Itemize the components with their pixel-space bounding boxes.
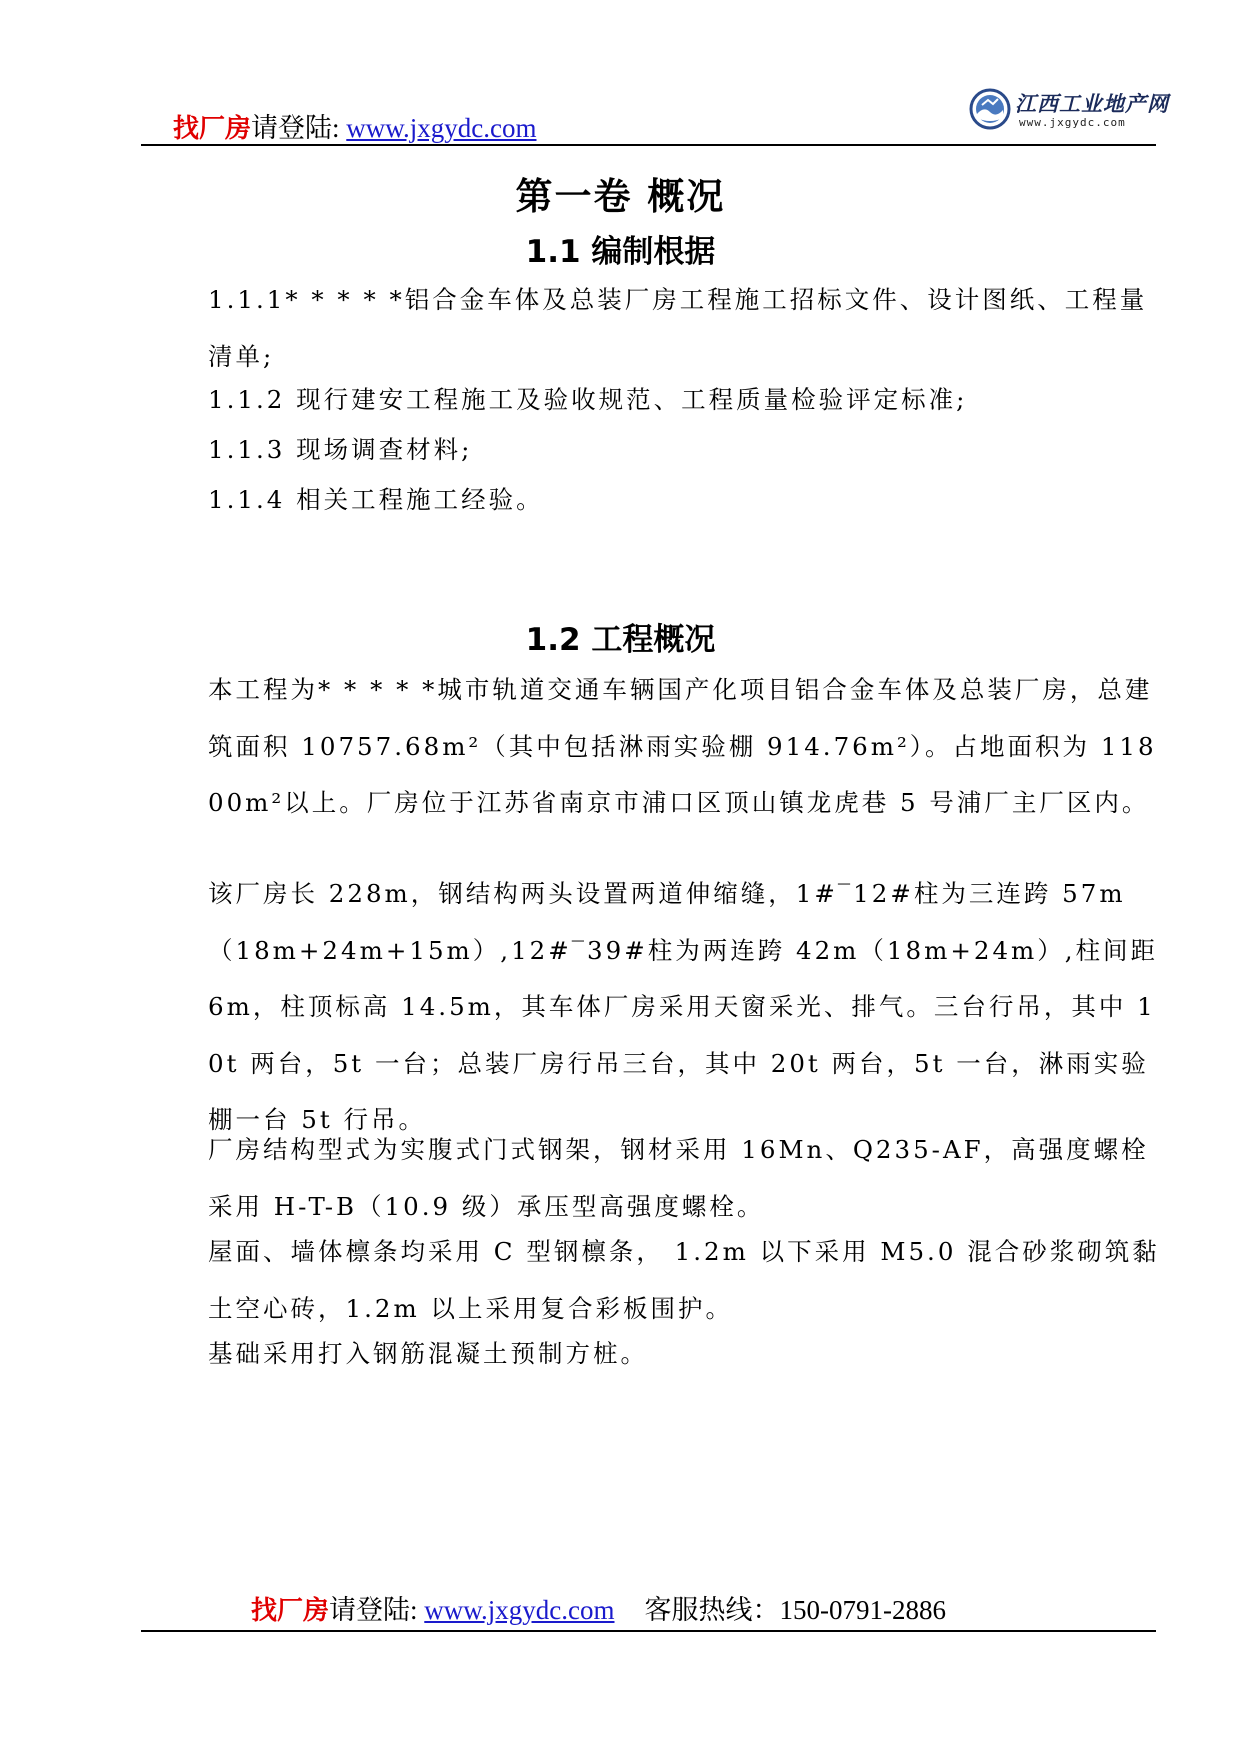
volume-title: 第一卷 概况 — [515, 175, 726, 218]
section-1-1-item: 1.1.3 现场调查材料; — [208, 435, 473, 464]
page-footer — [141, 1574, 1156, 1634]
section-1-2-paragraph: 本工程为* * * * *城市轨道交通车辆国产化项目铝合金车体及总装厂房，总建筑面积 10757.68m²（其中包括淋雨实验棚 914.76m²）。占地面积为 11800m²以上。厂房位于江苏省南京市浦口区顶山镇龙虎巷 5 号浦厂主厂区内。 — [208, 675, 1157, 817]
page-header — [141, 84, 1169, 144]
section-1-2-paragraph: 厂房结构型式为实腹式门式钢架，钢材采用 16Mn、Q235-AF，高强度螺栓采用 H-T-B（10.9 级）承压型高强度螺栓。 — [208, 1135, 1149, 1221]
header-divider — [141, 144, 1156, 146]
footer-divider — [141, 1630, 1156, 1632]
footer-url-link[interactable]: www.jxgydc.com — [424, 1595, 615, 1625]
footer-tagline — [251, 1588, 946, 1627]
section-1-2-paragraph: 该厂房长 228m，钢结构两头设置两道伸缩缝，1#‾12#柱为三连跨 57m（18m+24m+15m）,12#‾39#柱为两连跨 42m（18m+24m）,柱间距 6m，柱顶标高 14.5m，其车体厂房采用天窗采光、排气。三台行吊，其中 10t 两台，5t 一台；总装厂房行吊三台，其中 20t 两台，5t 一台，淋雨实验棚一台 5t 行吊。 — [208, 879, 1159, 1134]
section-1-1-item: 1.1.4 相关工程施工经验。 — [208, 485, 544, 514]
header-find-label: 找厂房 — [173, 114, 252, 144]
site-logo[interactable] — [969, 86, 1169, 134]
footer-find-label: 找厂房 — [251, 1596, 330, 1626]
section-1-1-item: 1.1.1* * * * *铝合金车体及总装厂房工程施工招标文件、设计图纸、工程量清单; — [208, 285, 1148, 371]
header-url-link[interactable]: www.jxgydc.com — [346, 113, 537, 143]
footer-hotline: 客服热线：150-0791-2886 — [644, 1595, 946, 1625]
footer-login-label: 请登陆: — [329, 1595, 425, 1625]
logo-url: www.jxgydc.com — [1019, 116, 1126, 129]
section-1-1-item: 1.1.2 现行建安工程施工及验收规范、工程质量检验评定标准; — [208, 385, 968, 414]
header-tagline — [173, 106, 537, 145]
logo-name: 江西工业地产网 — [1015, 92, 1169, 116]
section-1-2-paragraph: 屋面、墙体檩条均采用 C 型钢檩条， 1.2m 以下采用 M5.0 混合砂浆砌筑黏土空心砖，1.2m 以上采用复合彩板围护。 — [208, 1237, 1160, 1323]
section-1-2-title: 1.2 工程概况 — [525, 622, 716, 658]
section-1-1-title: 1.1 编制根据 — [525, 234, 716, 270]
logo-emblem-icon — [969, 88, 1011, 130]
section-1-2-paragraph: 基础采用打入钢筋混凝土预制方桩。 — [208, 1339, 648, 1368]
header-login-label: 请登陆: — [251, 113, 347, 143]
